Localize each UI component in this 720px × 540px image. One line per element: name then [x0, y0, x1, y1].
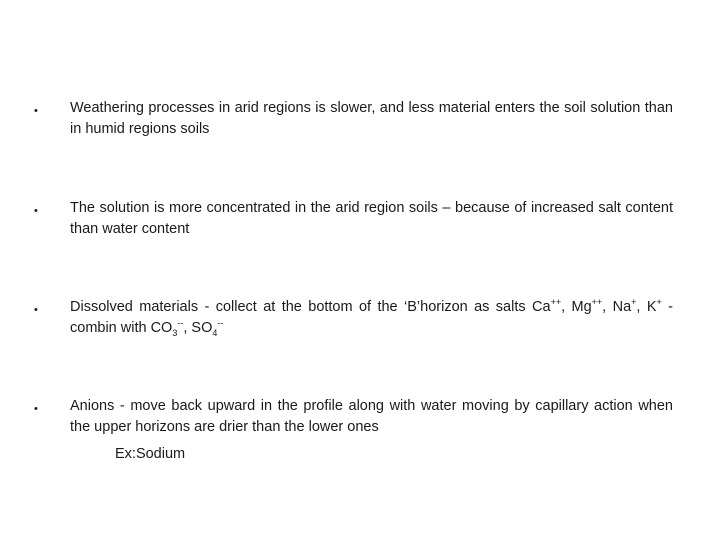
formula-subscript: 4: [212, 327, 218, 338]
bullet-text: Anions - move back upward in the profile along with water moving by capillary action when the upper horizons are drier than the lower ones: [70, 398, 673, 435]
charge-superscript: ++: [550, 297, 562, 308]
formula-subscript: 3: [172, 327, 178, 338]
text-run: , Mg: [561, 299, 592, 315]
charge-superscript: --: [177, 318, 184, 329]
charge-superscript: --: [217, 318, 224, 329]
bullet-text: [70, 297, 673, 339]
bullet-text: Weathering processes in arid regions is slower, and less material enters the soil solution than in humid regions soils: [70, 100, 673, 137]
text-run: , Na: [602, 299, 632, 315]
bullet-dot-icon: •: [34, 403, 38, 415]
bullet-dot-icon: •: [34, 304, 38, 316]
charge-superscript: +: [656, 297, 662, 308]
text-run: Dissolved materials - collect at the bottom of the ‘B’horizon as salts Ca: [70, 299, 551, 315]
text-run: , K: [636, 299, 657, 315]
bullet-dot-icon: •: [34, 205, 38, 217]
charge-superscript: ++: [591, 297, 603, 308]
text-run: - combin with CO: [70, 299, 674, 336]
bullet-dot-icon: •: [34, 105, 38, 117]
example-text: Ex:Sodium: [115, 446, 186, 462]
bullet-text: The solution is more concentrated in the arid region soils – because of increased salt content than water content: [70, 200, 673, 237]
text-run: , SO: [183, 320, 213, 336]
charge-superscript: +: [631, 297, 637, 308]
